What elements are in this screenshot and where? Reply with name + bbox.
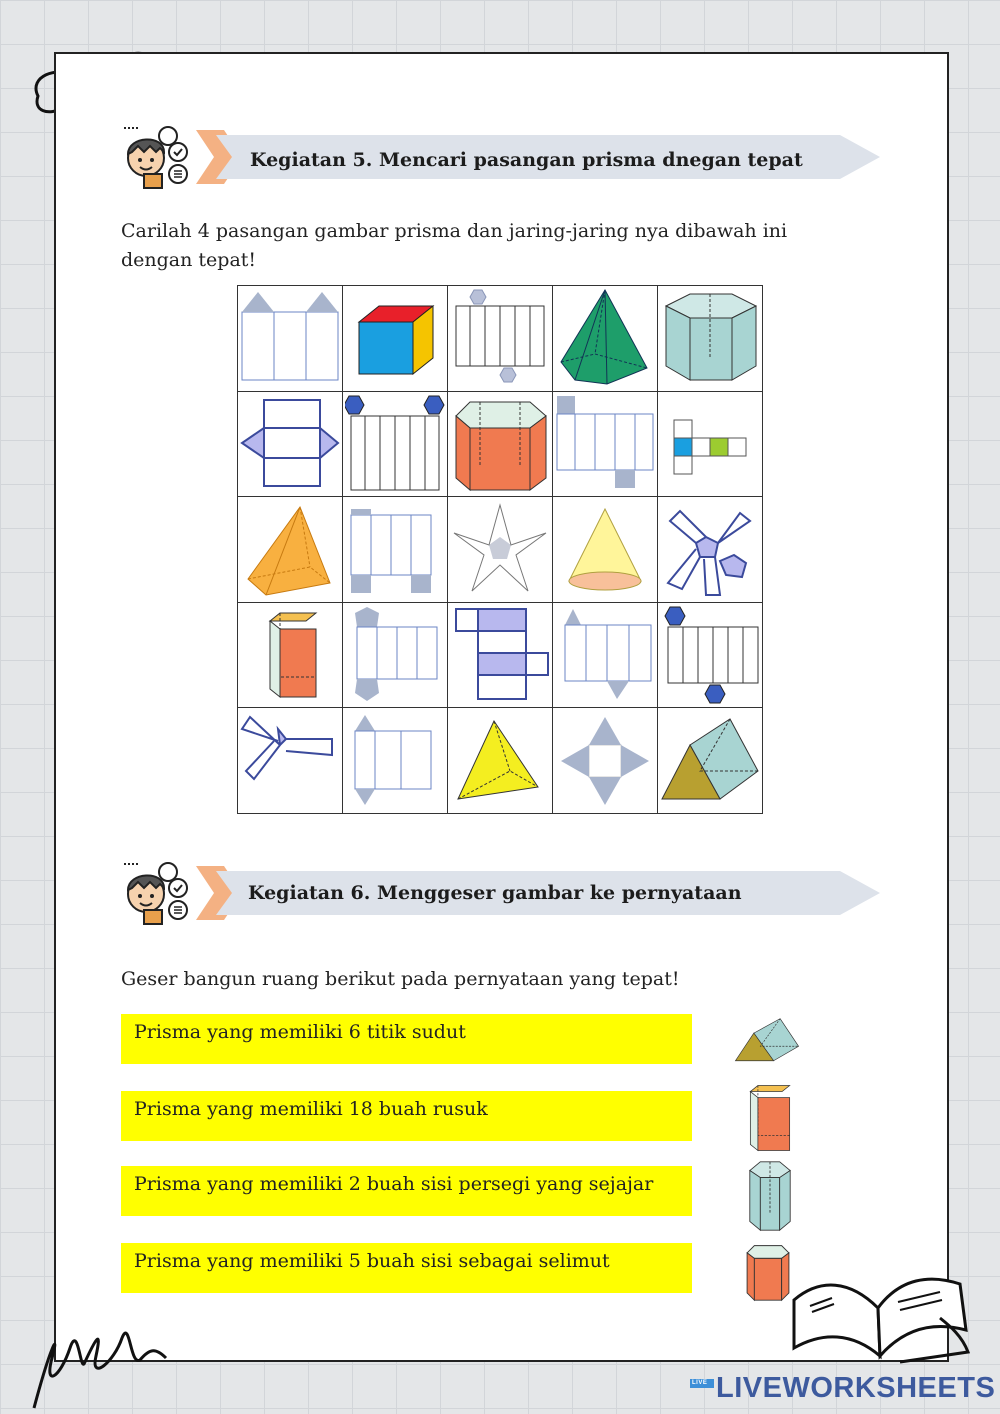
hexagonal-prism-icon <box>450 394 550 494</box>
triangular-pyramid-net-icon <box>240 711 340 811</box>
statement-drop-zone-2[interactable]: Prisma yang memiliki 18 buah rusuk <box>121 1091 692 1141</box>
student-avatar-icon <box>120 860 192 926</box>
statement-drop-zone-4[interactable]: Prisma yang memiliki 5 buah sisi sebagai selimut <box>121 1243 692 1293</box>
hexagonal-prism-net-large-icon <box>345 394 445 494</box>
activity6-title: Kegiatan 6. Menggeser gambar ke pernyataan <box>248 882 742 904</box>
triangular-pyramid-icon <box>450 711 550 811</box>
rectangular-prism-net-icon <box>345 499 445 599</box>
triangular-prism-net-arrows-icon <box>555 605 655 705</box>
grid-cell-cube[interactable] <box>343 286 448 392</box>
activity6-instruction: Geser bangun ruang berikut pada pernyataan yang tepat! <box>121 968 680 990</box>
grid-cell-cuboid-net[interactable] <box>448 603 553 709</box>
grid-cell-triangular-prism[interactable] <box>658 708 763 814</box>
pentagonal-pyramid-icon <box>555 288 655 388</box>
grid-cell-triangular-prism-net-side[interactable] <box>238 392 343 498</box>
brand-text: LIVEWORKSHEETS <box>716 1372 996 1404</box>
triangular-prism-net-icon <box>240 288 340 388</box>
grid-cell-triangular-pyramid[interactable] <box>448 708 553 814</box>
grid-cell-square-pyramid-net[interactable] <box>553 708 658 814</box>
grid-cell-pentagonal-pyramid[interactable] <box>553 286 658 392</box>
draggable-pentagonal-prism[interactable] <box>748 1160 792 1232</box>
triangular-prism-net-vertical-icon <box>345 711 445 811</box>
cuboid-net-icon <box>450 605 550 705</box>
grid-cell-square-prism-net[interactable] <box>553 392 658 498</box>
grid-cell-hexagonal-prism-net-large[interactable] <box>343 392 448 498</box>
cube-icon <box>345 288 445 388</box>
pentagonal-prism-icon <box>660 288 760 388</box>
hexagonal-prism-net-small-icon <box>660 605 760 705</box>
pentagonal-prism-net-icon <box>345 605 445 705</box>
liveworksheets-logo <box>690 1372 996 1408</box>
grid-cell-triangular-pyramid-net[interactable] <box>238 708 343 814</box>
square-pyramid-net-icon <box>555 711 655 811</box>
open-book-icon <box>790 1256 972 1364</box>
grid-cell-pentagonal-pyramid-net[interactable] <box>658 497 763 603</box>
grid-cell-hexagonal-prism[interactable] <box>448 392 553 498</box>
cone-icon <box>555 499 655 599</box>
draggable-triangular-prism[interactable] <box>734 1016 800 1066</box>
grid-cell-triangular-prism-net-vertical[interactable] <box>343 708 448 814</box>
grid-cell-cube-net[interactable] <box>658 392 763 498</box>
cube-net-icon <box>660 394 760 494</box>
grid-cell-triangular-prism-net-arrows[interactable] <box>553 603 658 709</box>
student-avatar-icon <box>120 124 192 190</box>
square-pyramid-icon <box>240 499 340 599</box>
activity6-banner <box>120 866 880 920</box>
grid-cell-triangular-prism-net[interactable] <box>238 286 343 392</box>
grid-cell-pentagonal-prism[interactable] <box>658 286 763 392</box>
grid-cell-hexagonal-prism-net-small[interactable] <box>658 603 763 709</box>
statement-drop-zone-1[interactable]: Prisma yang memiliki 6 titik sudut <box>121 1014 692 1064</box>
draggable-hexagonal-prism[interactable] <box>745 1242 791 1302</box>
grid-cell-star-net[interactable] <box>448 497 553 603</box>
grid-cell-square-pyramid[interactable] <box>238 497 343 603</box>
hexagonal-prism-net-icon <box>450 288 550 388</box>
statement-drop-zone-3[interactable]: Prisma yang memiliki 2 buah sisi persegi yang sejajar <box>121 1166 692 1216</box>
triangular-prism-icon <box>660 711 760 811</box>
live-mini-badge: LIVE <box>690 1379 714 1388</box>
grid-cell-pentagonal-prism-net[interactable] <box>343 603 448 709</box>
matching-grid <box>237 285 763 814</box>
triangular-prism-net-side-icon <box>240 394 340 494</box>
pentagonal-pyramid-net-icon <box>660 499 760 599</box>
scribble-loops-decoration <box>30 1308 170 1412</box>
activity5-banner <box>120 130 880 184</box>
grid-cell-cone[interactable] <box>553 497 658 603</box>
activity5-instruction: Carilah 4 pasangan gambar prisma dan jaring-jaring nya dibawah ini dengan tepat! <box>121 220 788 271</box>
grid-cell-rectangular-prism[interactable] <box>238 603 343 709</box>
square-prism-net-icon <box>555 394 655 494</box>
draggable-rectangular-prism[interactable] <box>744 1084 796 1152</box>
activity5-title: Kegiatan 5. Mencari pasangan prisma dnegan tepat <box>250 149 803 171</box>
grid-cell-hexagonal-prism-net[interactable] <box>448 286 553 392</box>
rectangular-prism-icon <box>240 605 340 705</box>
star-net-icon <box>450 499 550 599</box>
grid-cell-rectangular-prism-net[interactable] <box>343 497 448 603</box>
